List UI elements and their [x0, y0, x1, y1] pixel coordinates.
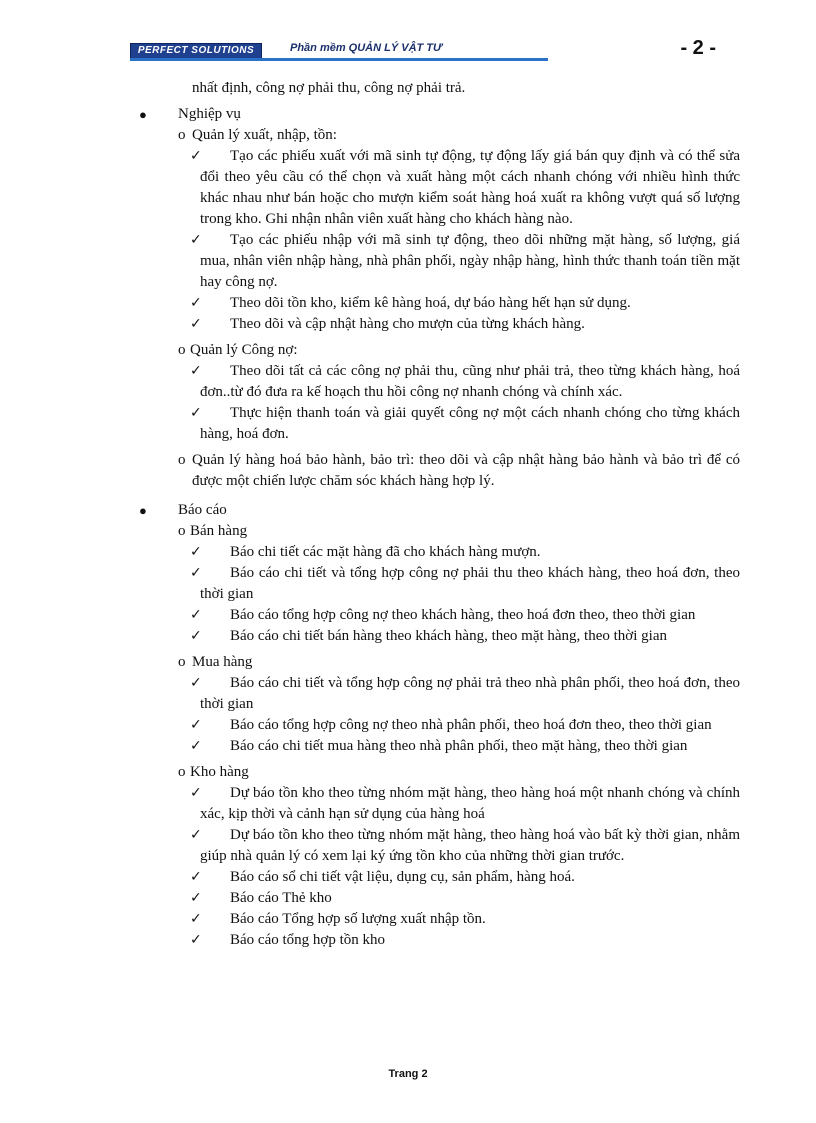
- check-icon: ✓: [190, 785, 202, 801]
- check-icon: ✓: [190, 607, 202, 623]
- document-body: [130, 78, 740, 951]
- check-icon: ✓: [190, 911, 202, 927]
- list-item: ✓ Dự báo tồn kho theo từng nhóm mặt hàng, theo hàng hoá một nhanh chóng và chính xác, kịp thời và cảnh hạn sử dụng của hàng hoá: [190, 785, 740, 822]
- list-item: ✓ Báo cáo chi tiết và tổng hợp công nợ phải thu theo khách hàng, theo hoá đơn, theo thời gian: [190, 565, 740, 602]
- page-number: - 2 -: [680, 37, 716, 59]
- subsection-mua-hang: [130, 652, 740, 673]
- check-icon: ✓: [190, 316, 202, 332]
- list-item: ✓ Báo cáo tổng hợp tồn kho: [130, 930, 740, 951]
- circle-bullet-icon: o: [178, 523, 186, 539]
- list-item: ✓ Tạo các phiếu nhập với mã sinh tự động, theo dõi những mặt hàng, số lượng, giá mua, nhân viên nhập hàng, nhà phân phối, ngày nhập hàng, hình thức thanh toán tiền mặt hay công nợ.: [190, 232, 740, 290]
- subsection-ban-hang: [130, 521, 740, 542]
- circle-bullet-icon: o: [178, 764, 186, 780]
- subsection-cong-no: [130, 340, 740, 361]
- check-icon: ✓: [190, 717, 202, 733]
- section-bao-cao: [130, 500, 740, 521]
- subsection-title: Kho hàng: [190, 764, 249, 780]
- section-title: Báo cáo: [178, 502, 227, 518]
- check-icon: ✓: [190, 932, 202, 948]
- check-icon: ✓: [190, 405, 202, 421]
- page-footer: Trang 2: [388, 1068, 428, 1080]
- subsection-xuat-nhap-ton: [130, 125, 740, 146]
- check-icon: ✓: [190, 295, 202, 311]
- subsection-title: Quản lý Công nợ:: [190, 342, 298, 358]
- section-nghiep-vu: [130, 104, 740, 125]
- check-icon: ✓: [190, 890, 202, 906]
- check-icon: ✓: [190, 738, 202, 754]
- check-icon: ✓: [190, 628, 202, 644]
- subsection-bao-hanh: [130, 450, 740, 492]
- circle-bullet-icon: o: [178, 127, 186, 143]
- subsection-title: Bán hàng: [190, 523, 248, 539]
- check-icon: ✓: [190, 827, 202, 843]
- header-rule: [130, 58, 548, 61]
- list-item: ✓ Tạo các phiếu xuất với mã sinh tự động, tự động lấy giá bán quy định và có thể sửa đổi theo yêu cầu có thể chọn và xuất hàng một cách nhanh chóng với nhiều hình thức khác nhau như bán hoặc cho mượn kiểm soát hàng hoá xuất ra không vượt quá số lượng trong kho. Ghi nhận nhân viên xuất hàng cho khách hàng nào.: [190, 148, 740, 227]
- list-item: ✓ Báo cáo chi tiết và tổng hợp công nợ phải trả theo nhà phân phối, theo hoá đơn, theo thời gian: [190, 675, 740, 712]
- check-icon: ✓: [190, 544, 202, 560]
- list-item: ✓ Báo cáo chi tiết mua hàng theo nhà phân phối, theo mặt hàng, theo thời gian: [130, 736, 740, 757]
- list-item: ✓ Báo cáo chi tiết bán hàng theo khách hàng, theo mặt hàng, theo thời gian: [130, 626, 740, 647]
- bullet-icon: ●: [139, 503, 147, 518]
- subsection-title: Quản lý xuất, nhập, tồn:: [192, 127, 337, 143]
- check-icon: ✓: [190, 675, 202, 691]
- bullet-icon: ●: [139, 107, 147, 122]
- list-item: ✓ Báo cáo Tổng hợp số lượng xuất nhập tồn.: [130, 909, 740, 930]
- company-logo: PERFECT SOLUTIONS: [130, 43, 262, 59]
- check-icon: ✓: [190, 232, 202, 248]
- list-item: ✓ Báo cáo Thẻ kho: [130, 888, 740, 909]
- list-item: ✓ Báo chi tiết các mặt hàng đã cho khách hàng mượn.: [130, 542, 740, 563]
- page-header: [130, 37, 730, 64]
- list-item: ✓ Theo dõi tất cả các công nợ phải thu, cũng như phải trả, theo từng khách hàng, hoá đơn..từ đó đưa ra kế hoạch thu hồi công nợ nhanh chóng và chính xác.: [190, 363, 740, 400]
- subsection-kho-hang: [130, 762, 740, 783]
- check-icon: ✓: [190, 148, 202, 164]
- circle-bullet-icon: o: [178, 654, 186, 670]
- list-item: ✓ Dự báo tồn kho theo từng nhóm mặt hàng, theo hàng hoá vào bất kỳ thời gian, nhằm giúp nhà quản lý có xem lại ký ứng tồn kho của những thời gian trước.: [190, 827, 740, 864]
- subsection-title: Quản lý hàng hoá bảo hành, bảo trì: theo dõi và cập nhật hàng bảo hành và bảo trì để có được một chiến lược chăm sóc khách hàng hợp lý.: [192, 452, 740, 489]
- section-title: Nghiệp vụ: [178, 106, 241, 122]
- list-item: ✓ Theo dõi và cập nhật hàng cho mượn của từng khách hàng.: [130, 314, 740, 335]
- check-icon: ✓: [190, 363, 202, 379]
- check-icon: ✓: [190, 565, 202, 581]
- list-item: ✓ Theo dõi tồn kho, kiểm kê hàng hoá, dự báo hàng hết hạn sử dụng.: [130, 293, 740, 314]
- check-icon: ✓: [190, 869, 202, 885]
- intro-text: nhất định, công nợ phải thu, công nợ phải trả.: [192, 80, 466, 96]
- list-item: ✓ Báo cáo sổ chi tiết vật liệu, dụng cụ, sản phẩm, hàng hoá.: [130, 867, 740, 888]
- circle-bullet-icon: o: [178, 452, 186, 468]
- circle-bullet-icon: o: [178, 342, 186, 358]
- header-title: Phần mềm QUẢN LÝ VẬT TƯ: [290, 42, 442, 54]
- list-item: ✓ Báo cáo tổng hợp công nợ theo khách hàng, theo hoá đơn theo, theo thời gian: [130, 605, 740, 626]
- subsection-title: Mua hàng: [192, 654, 253, 670]
- list-item: ✓ Báo cáo tổng hợp công nợ theo nhà phân phối, theo hoá đơn theo, theo thời gian: [130, 715, 740, 736]
- list-item: ✓ Thực hiện thanh toán và giải quyết công nợ một cách nhanh chóng cho từng khách hàng, hoá đơn.: [190, 405, 740, 442]
